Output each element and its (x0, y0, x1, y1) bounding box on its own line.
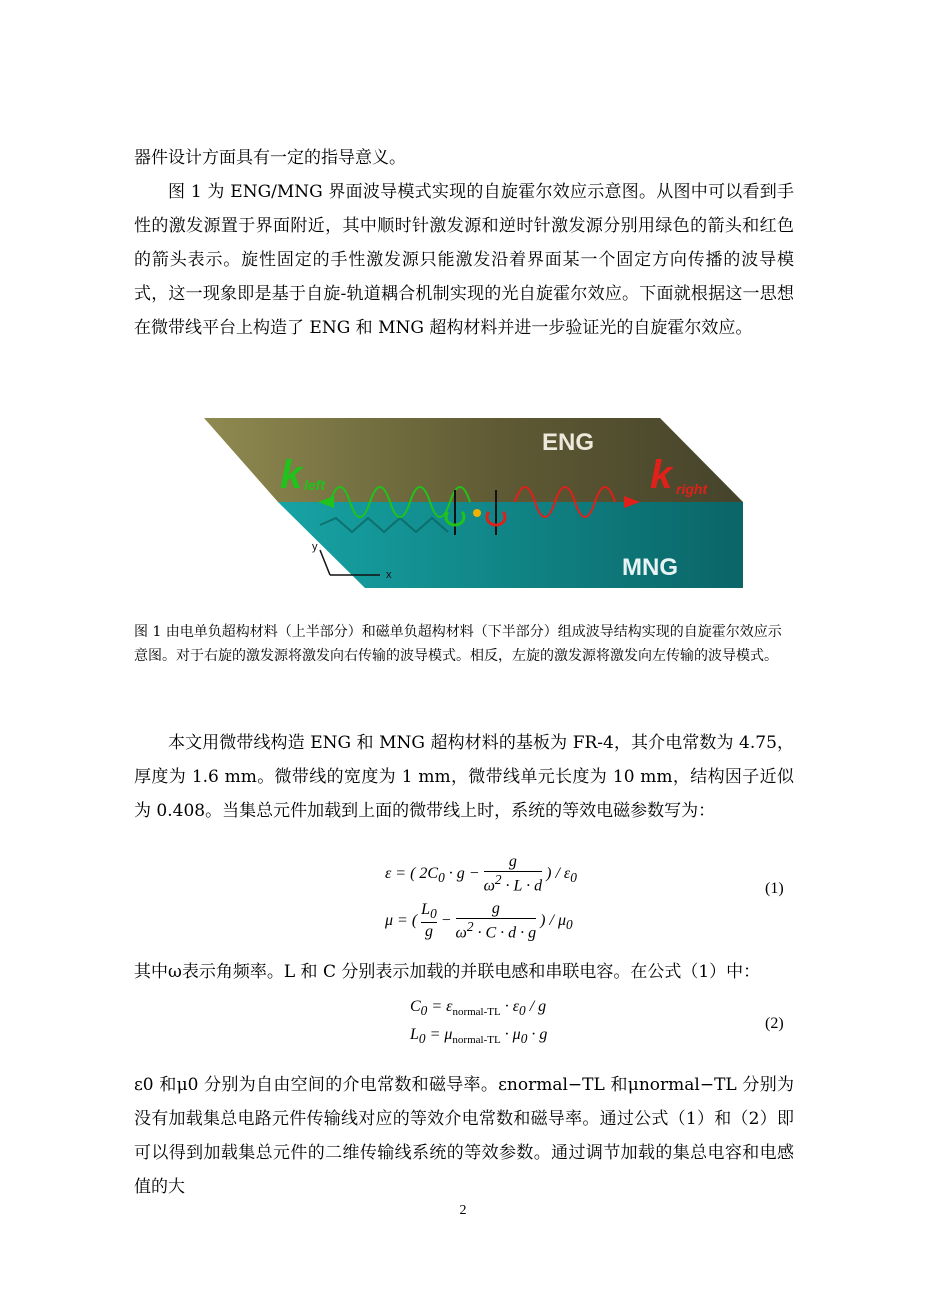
k-right-sub: right (676, 481, 708, 497)
axis-x-label: x (386, 569, 392, 581)
equation-1-number: (1) (765, 880, 784, 897)
eng-label: ENG (542, 429, 595, 456)
equation-1: ε = ( $2C_0 \cdot g$ − $\frac{g}{\omega^2 \cdot L \cdot d}$ ) / $\varepsilon_0$ μ = ( $\frac{L_0}{g}$ − $\frac{g}{\omega^2 \cdot C \cdot d \cdot g}$ ) / $\mu_0$ (385, 853, 577, 942)
paragraph-3: 本文用微带线构造 ENG 和 MNG 超构材料的基板为 FR-4，其介电常数为 4.75，厚度为 1.6 mm。微带线的宽度为 1 mm，微带线单元长度为 10 mm，结构因子近似为 0.408。当集总元件加载到上面的微带线上时，系统的等效电磁参数写为： (134, 733, 794, 821)
figure-caption: 图 1 由电单负超构材料（上半部分）和磁单负超构材料（下半部分）组成波导结构实现的自旋霍尔效应示意图。对于右旋的激发源将激发向右传输的波导模式。相反，左旋的激发源将激发向左传输的波导模式。 (134, 624, 782, 664)
paragraph-2: 图 1 为 ENG/MNG 界面波导模式实现的自旋霍尔效应示意图。从图中可以看到手性的激发源置于界面附近，其中顺时针激发源和逆时针激发源分别用绿色的箭头和红色的箭头表示。旋性固定的手性激发源只能激发沿着界面某一个固定方向传播的波导模式，这一现象即是基于自旋-轨道耦合机制实现的光自旋霍尔效应。下面就根据这一思想在微带线平台上构造了 ENG 和 MNG 超构材料并进一步验证光的自旋霍尔效应。 (134, 182, 794, 338)
paragraph-1: 器件设计方面具有一定的指导意义。 (134, 148, 406, 168)
mng-label: MNG (622, 554, 678, 581)
figure-1 (200, 410, 746, 595)
equation-2: $C_0 = \varepsilon_{normal-TL} \cdot \varepsilon_0 / g$ $L_0 = \mu_{normal-TL} \cdot \mu_0 \cdot g$ (410, 998, 548, 1047)
k-left-sub: left (304, 477, 325, 493)
k-left-label: k (280, 453, 303, 497)
k-right-label: k (650, 453, 673, 497)
equation-2-number: (2) (765, 1015, 784, 1032)
paragraph-5: ε0 和μ0 分别为自由空间的介电常数和磁导率。εnormal−TL 和μnormal−TL 分别为没有加载集总电路元件传输线对应的等效介电常数和磁导率。通过公式（1）和（2）即可以得到加载集总元件的二维传输线系统的等效参数。通过调节加载的集总电容和电感值的大 (134, 1075, 794, 1197)
axis-y-label: y (312, 541, 318, 553)
paragraph-4: 其中ω表示角频率。L 和 C 分别表示加载的并联电感和串联电容。在公式（1）中： (134, 962, 761, 982)
page-number: 2 (459, 1203, 467, 1218)
